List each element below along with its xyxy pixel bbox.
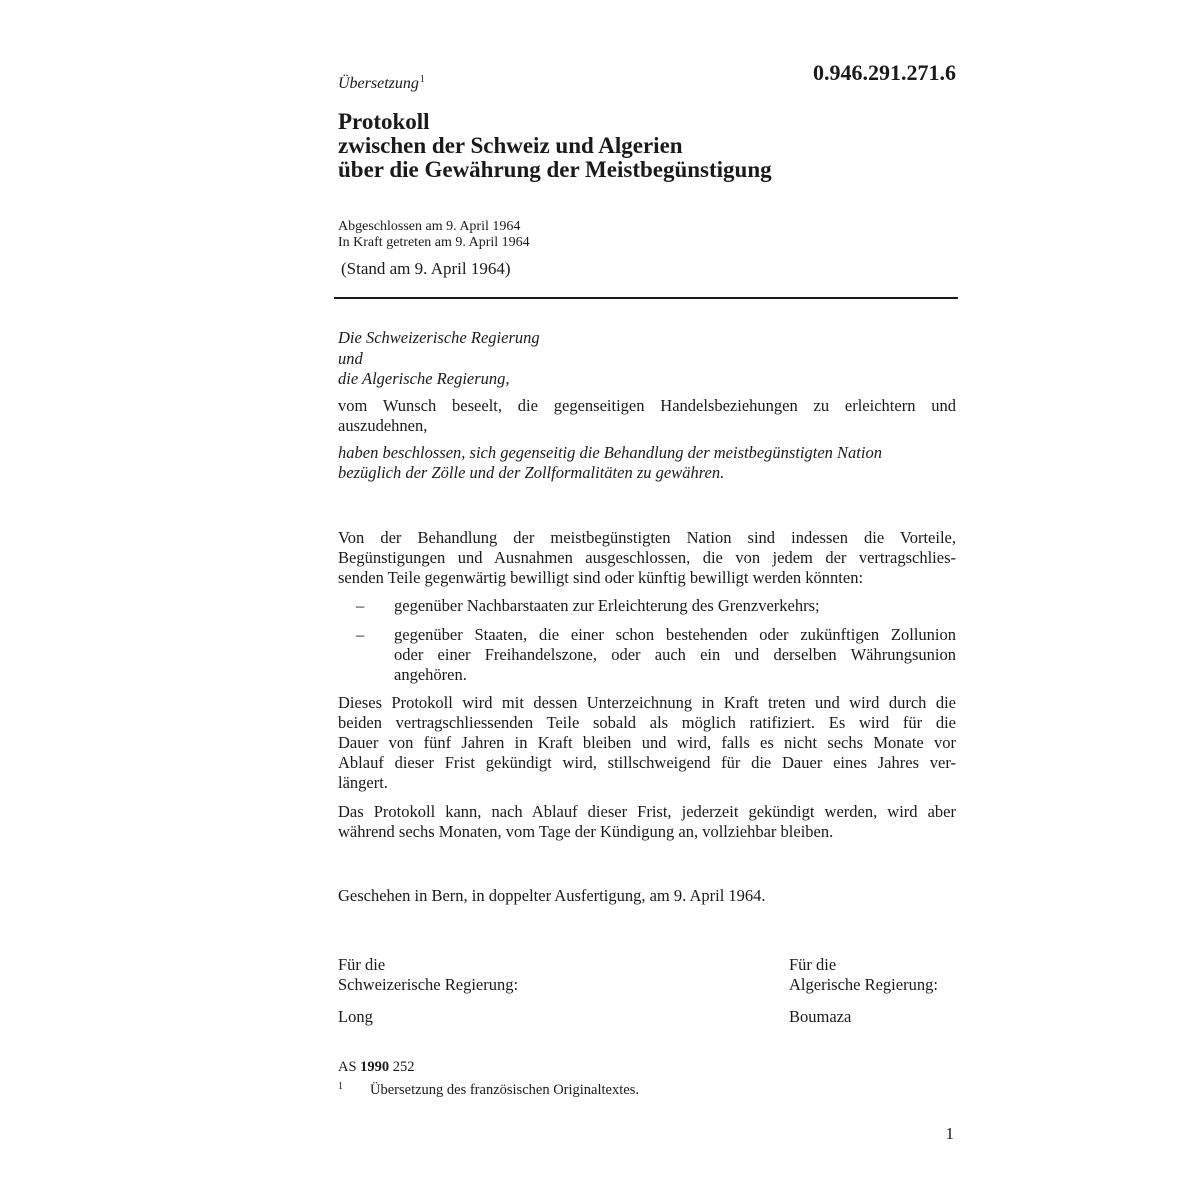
signature-block-algerian [789, 955, 938, 1027]
official-compilation-reference: AS 1990 252 [338, 1059, 415, 1075]
party-swiss: Die Schweizerische Regierung [338, 328, 540, 347]
exclusions-line-3: senden Teile gegenwärtig bewilligt sind oder künftig bewilligt werden könnten: [338, 568, 864, 587]
entry-line-5: längert. [338, 773, 388, 792]
footnote-ref: 1 [419, 74, 425, 85]
entry-into-force-paragraph [338, 693, 956, 793]
bullet-2-line-1: gegenüber Staaten, die einer schon bestehenden oder zukünftigen Zollunion [394, 625, 956, 644]
party-and: und [338, 348, 363, 368]
exclusions-line-2: Begünstigungen und Ausnahmen ausgeschlossen, die von jedem der vertragschlies- [338, 548, 956, 567]
concluded-date: Abgeschlossen am 9. April 1964 [338, 219, 521, 234]
swiss-government: Schweizerische Regierung: [338, 975, 519, 994]
preamble-decision [338, 443, 956, 483]
preamble-decision-line-1: haben beschlossen, sich gegenseitig die Behandlung der meistbegünstigten Nation [338, 443, 882, 462]
preamble-wish-line-1: vom Wunsch beseelt, die gegenseitigen Handelsbeziehungen zu erleichtern und [338, 396, 956, 415]
bullet-dash-1: – [356, 596, 365, 615]
preamble-parties [338, 328, 958, 390]
algerian-signatory: Boumaza [789, 1007, 852, 1026]
termination-line-1: Das Protokoll kann, nach Ablauf dieser Frist, jederzeit gekündigt werden, wird aber [338, 802, 956, 821]
preamble-wish [338, 396, 956, 436]
termination-paragraph [338, 802, 956, 842]
footnote [338, 1081, 639, 1099]
document-dates [338, 219, 530, 251]
algerian-government: Algerische Regierung: [789, 975, 938, 994]
algerian-for: Für die [789, 955, 837, 974]
bullet-2-line-3: angehören. [394, 665, 467, 684]
status-date: (Stand am 9. April 1964) [341, 259, 511, 278]
bullet-item-2 [394, 625, 956, 685]
footnote-number: 1 [338, 1081, 343, 1092]
party-algerian: die Algerische Regierung, [338, 369, 510, 388]
entry-line-2: beiden vertragschliessenden Teile sobald als möglich ratifiziert. Es wird für die [338, 713, 956, 732]
exclusions-line-1: Von der Behandlung der meistbegünstigten Nation sind indessen die Vorteile, [338, 528, 956, 547]
signature-block-swiss [338, 955, 518, 1027]
title-line-2: zwischen der Schweiz und Algerien [338, 133, 683, 158]
done-at-statement: Geschehen in Bern, in doppelter Ausfertigung, am 9. April 1964. [338, 886, 766, 905]
bullet-item-1: gegenüber Nachbarstaaten zur Erleichterung des Grenzverkehrs; [394, 596, 820, 615]
exclusions-paragraph [338, 528, 956, 588]
bullet-2-line-2: oder einer Freihandelszone, oder auch ein und derselben Währungsunion [394, 645, 956, 664]
translation-label: Übersetzung$^1$ [338, 74, 425, 92]
footnote-text: Übersetzung des französischen Originaltextes. [370, 1082, 639, 1098]
swiss-signatory: Long [338, 1007, 373, 1026]
document-number: 0.946.291.271.6 [813, 60, 956, 85]
document-title [338, 110, 772, 182]
bullet-dash-2: – [356, 625, 365, 644]
title-line-1: Protokoll [338, 109, 430, 134]
header-divider [334, 297, 958, 299]
preamble-wish-line-2: auszudehnen, [338, 416, 428, 435]
entry-line-3: Dauer von fünf Jahren in Kraft bleiben und wird, falls es nicht sechs Monate vor [338, 733, 956, 752]
swiss-for: Für die [338, 955, 386, 974]
preamble-decision-line-2: bezüglich der Zölle und der Zollformalitäten zu gewähren. [338, 463, 725, 482]
page-number: 1 [945, 1124, 954, 1143]
entry-line-1: Dieses Protokoll wird mit dessen Unterzeichnung in Kraft treten und wird durch die [338, 693, 956, 712]
entry-line-4: Ablauf dieser Frist gekündigt wird, stillschweigend für die Dauer eines Jahres ver- [338, 753, 956, 772]
title-line-3: über die Gewährung der Meistbegünstigung [338, 157, 772, 182]
in-force-date: In Kraft getreten am 9. April 1964 [338, 235, 530, 250]
termination-line-2: während sechs Monaten, vom Tage der Kündigung an, vollziehbar bleiben. [338, 822, 834, 841]
